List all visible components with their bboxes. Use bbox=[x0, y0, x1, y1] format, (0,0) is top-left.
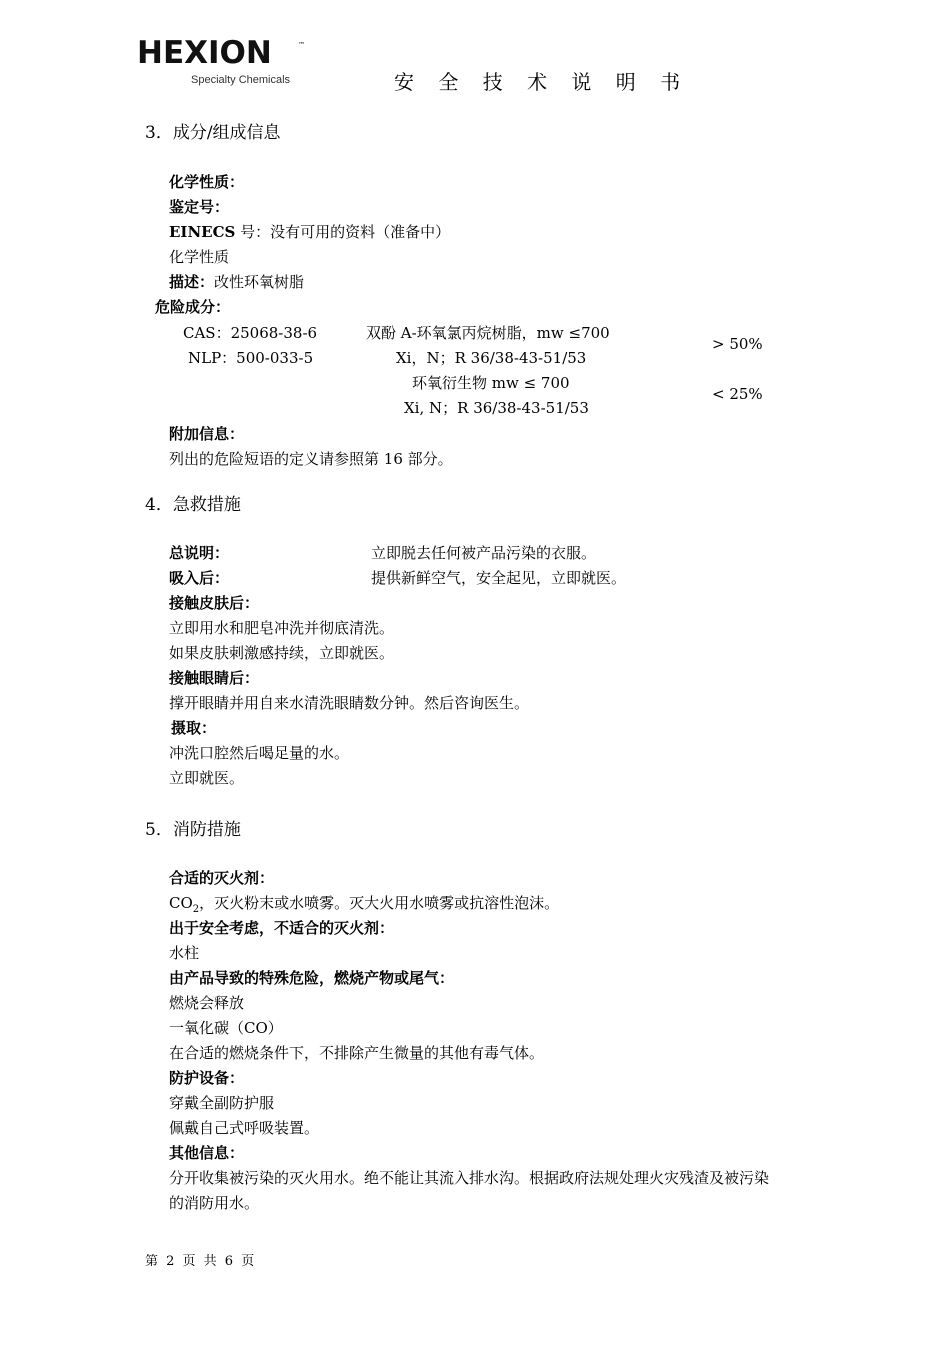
inhalation-text: 提供新鲜空气，安全起见，立即就医。 bbox=[371, 569, 627, 587]
eye-contact-text: 撑开眼睛并用自来水清洗眼睛数分钟。然后咨询医生。 bbox=[169, 694, 530, 712]
suitable-agents-value: ，灭火粉末或水喷雾。灭大火用水喷雾或抗溶性泡沫。 bbox=[199, 894, 560, 912]
chem-nature-label: 化学性质： bbox=[169, 173, 245, 191]
special-hazards-text-1: 燃烧会释放 bbox=[169, 994, 245, 1012]
eye-contact-label: 接触眼睛后： bbox=[169, 669, 260, 687]
unsuitable-agents-label: 出于安全考虑，不适合的灭火剂： bbox=[169, 919, 395, 937]
einecs-value: 号：没有可用的资料（准备中） bbox=[235, 223, 451, 241]
other-info-text-1: 分开收集被污染的灭火用水。绝不能让其流入排水沟。根据政府法规处理火灾残渣及被污染 bbox=[169, 1169, 770, 1187]
component-1-class: Xi，N；R 36/38-43-51/53 bbox=[396, 349, 587, 367]
special-hazards-text-2: 一氧化碳（CO） bbox=[169, 1019, 283, 1037]
additional-info-label: 附加信息： bbox=[169, 425, 245, 443]
component-2-name: 环氧衍生物 mw ≤ 700 bbox=[412, 374, 570, 392]
suitable-agents-text bbox=[169, 892, 559, 913]
protective-equipment-text-1: 穿戴全副防护服 bbox=[169, 1094, 275, 1112]
einecs-label: EINECS bbox=[169, 223, 236, 241]
co2-main: CO bbox=[169, 894, 193, 912]
protective-equipment-label: 防护设备： bbox=[169, 1069, 245, 1087]
page-number: 第 2 页 共 6 页 bbox=[145, 1254, 257, 1269]
general-text: 立即脱去任何被产品污染的衣服。 bbox=[371, 544, 597, 562]
suitable-agents-label: 合适的灭火剂： bbox=[169, 869, 275, 887]
unsuitable-agents-text: 水柱 bbox=[169, 944, 200, 962]
cas-number: CAS：25068-38-6 bbox=[183, 324, 318, 342]
ingestion-label: 摄取： bbox=[171, 719, 217, 737]
description-value: 改性环氧树脂 bbox=[214, 273, 305, 291]
component-1-name: 双酚 A-环氧氯丙烷树脂，mw ≤700 bbox=[366, 324, 610, 342]
co2-subscript: 2 bbox=[192, 904, 200, 915]
ingestion-text-2: 立即就医。 bbox=[169, 769, 245, 787]
inhalation-label: 吸入后： bbox=[169, 569, 230, 587]
nlp-number: NLP：500-033-5 bbox=[188, 349, 314, 367]
description-label: 描述： bbox=[169, 273, 215, 291]
additional-info-text: 列出的危险短语的定义请参照第 16 部分。 bbox=[169, 450, 453, 468]
section-3-heading: 3．成分/组成信息 bbox=[145, 123, 281, 143]
chem-nature-text: 化学性质 bbox=[169, 248, 230, 266]
section-4-heading: 4．急救措施 bbox=[145, 495, 241, 515]
id-number-label: 鉴定号： bbox=[169, 198, 230, 216]
special-hazards-label: 由产品导致的特殊危险，燃烧产物或尾气： bbox=[169, 969, 455, 987]
general-label: 总说明： bbox=[169, 544, 230, 562]
special-hazards-text-3: 在合适的燃烧条件下，不排除产生微量的其他有毒气体。 bbox=[169, 1044, 545, 1062]
component-2-percent: < 25% bbox=[712, 385, 763, 403]
logo-trademark: ™ bbox=[298, 41, 305, 49]
hexion-logo: HEXION bbox=[137, 35, 272, 71]
skin-contact-text-2: 如果皮肤刺激感持续，立即就医。 bbox=[169, 644, 395, 662]
ingestion-text-1: 冲洗口腔然后喝足量的水。 bbox=[169, 744, 350, 762]
other-info-label: 其他信息： bbox=[169, 1144, 245, 1162]
component-2-class: Xi, N；R 36/38-43-51/53 bbox=[404, 399, 589, 417]
logo-subtitle: Specialty Chemicals bbox=[191, 74, 291, 86]
hazard-components-label: 危险成分： bbox=[155, 298, 231, 316]
einecs-line bbox=[169, 221, 450, 242]
section-5-heading: 5．消防措施 bbox=[145, 820, 241, 840]
skin-contact-label: 接触皮肤后： bbox=[169, 594, 260, 612]
skin-contact-text-1: 立即用水和肥皂冲洗并彻底清洗。 bbox=[169, 619, 395, 637]
other-info-text-2: 的消防用水。 bbox=[169, 1194, 260, 1212]
component-1-percent: > 50% bbox=[712, 335, 763, 353]
document-title: 安 全 技 术 说 明 书 bbox=[394, 70, 690, 94]
protective-equipment-text-2: 佩戴自己式呼吸装置。 bbox=[169, 1119, 320, 1137]
description-line bbox=[169, 271, 304, 292]
